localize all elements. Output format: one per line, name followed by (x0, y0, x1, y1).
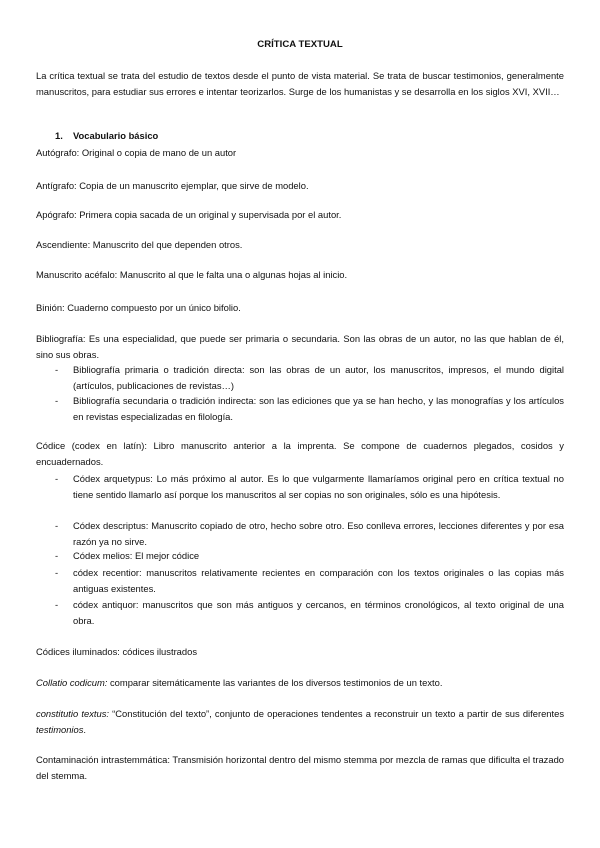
collatio-term: Collatio codicum: (36, 677, 108, 688)
entry-contaminacion: Contaminación intrastemmática: Transmisión horizontal dentro del mismo stemma por mezcla de ramas que dificulta el trazado del stemma. (36, 754, 564, 781)
entry-autografo: Autógrafo: Original o copia de mano de un autor (36, 147, 237, 158)
entry-collatio (36, 675, 564, 691)
list-dash: - (55, 364, 59, 375)
list-item: Bibliografía secundaria o tradición indirecta: son las ediciones que ya se han hecho, y las monografías y los artículos en revistas especializadas en filología. (73, 395, 564, 422)
collatio-text: comparar sitemáticamente las variantes de los diversos testimonios de un texto. (107, 677, 443, 688)
entry-acefalo: Manuscrito acéfalo: Manuscrito al que le falta una o algunas hojas al inicio. (36, 269, 348, 280)
list-item: códex antiquor: manuscritos que son más antiguos y cercanos, en términos cronológicos, al texto original de una obra. (73, 599, 564, 626)
section-number: 1. (55, 130, 63, 141)
constitutio-term: constitutio textus: (36, 708, 109, 719)
constitutio-end: . (83, 724, 87, 735)
list-item: Códex descriptus: Manuscrito copiado de otro, hecho sobre otro. Eso conlleva errores, lecciones diferentes y por esa razón ya no sirve. (73, 520, 564, 547)
list-dash: - (55, 473, 59, 484)
list-item: Códex melios: El mejor códice (73, 550, 200, 561)
list-item: códex recentior: manuscritos relativamente recientes en comparación con los textos originales o las copias más antiguas existentes. (73, 567, 564, 594)
list-dash: - (55, 550, 59, 561)
list-dash: - (55, 599, 59, 610)
list-item: Bibliografía primaria o tradición directa: son las obras de un autor, los manuscritos, impresos, el mundo digital (artículos, publicaciones de revistas…) (73, 364, 564, 391)
section-title: Vocabulario básico (73, 130, 159, 141)
page-title: CRÍTICA TEXTUAL (257, 39, 343, 50)
constitutio-text: “Constitución del texto”, conjunto de operaciones tendentes a reconstruir un texto a partir de sus diferentes (109, 708, 565, 719)
entry-antigrafo: Antígrafo: Copia de un manuscrito ejemplar, que sirve de modelo. (36, 180, 309, 191)
list-item: Códex arquetypus: Lo más próximo al autor. Es lo que vulgarmente llamaríamos original pero en crítica textual no tiene sentido llamarlo así porque los manuscritos al ser copias no son originales, sólo es una hipótesis. (73, 473, 564, 500)
intro-paragraph: La crítica textual se trata del estudio de textos desde el punto de vista material. Se trata de buscar testimonios, generalmente manuscritos, para estudiar sus errores e intentar teorizarlos. Surge de los humanistas y se desarrolla en los siglos XVI, XVII… (36, 70, 564, 97)
entry-codice: Códice (codex en latín): Libro manuscrito anterior a la imprenta. Se compone de cuadernos plegados, cosidos y encuadernados. (36, 440, 564, 467)
list-dash: - (55, 520, 59, 531)
entry-codices-iluminados: Códices iluminados: códices ilustrados (36, 646, 198, 657)
entry-apografo: Apógrafo: Primera copia sacada de un original y supervisada por el autor. (36, 209, 342, 220)
entry-binion: Binión: Cuaderno compuesto por un único bifolio. (36, 302, 241, 313)
entry-ascendiente: Ascendiente: Manuscrito del que dependen otros. (36, 239, 243, 250)
list-dash: - (55, 395, 59, 406)
entry-constitutio (36, 706, 564, 738)
list-dash: - (55, 567, 59, 578)
entry-bibliografia: Bibliografía: Es una especialidad, que puede ser primaria o secundaria. Son las obras de un autor, no las que hablan de él, sino sus obras. (36, 333, 564, 360)
constitutio-tail: testimonios (36, 724, 84, 735)
